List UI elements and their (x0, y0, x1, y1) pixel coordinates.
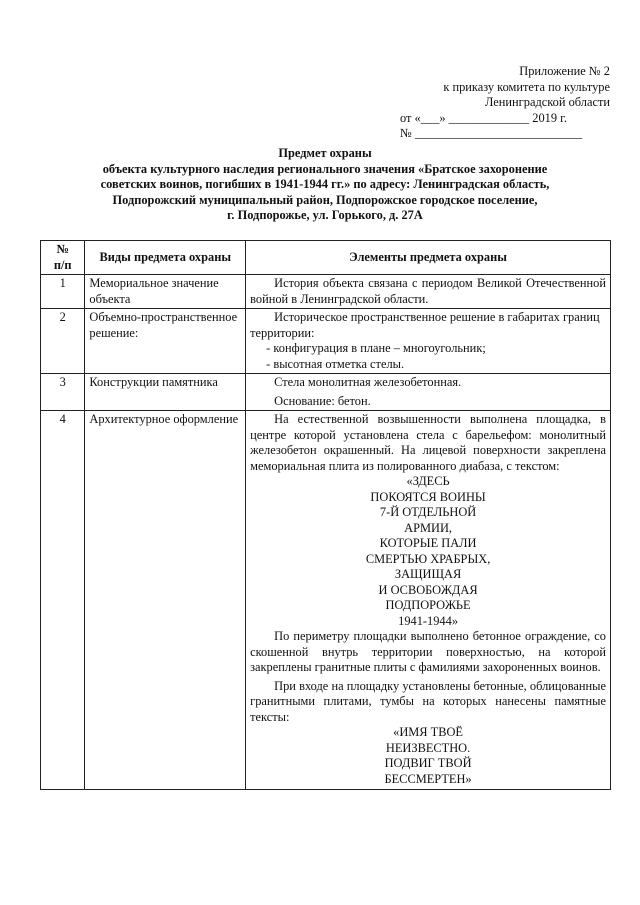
paragraph-2: По периметру площадки выполнено бетонное ограждение, со скошенной внутрь территории поверхностью, на которой закреплены гранитные плиты с фамилиями захороненных воинов. (250, 629, 606, 674)
title-line-3: советских воинов, погибших в 1941-1944 гг.» по адресу: Ленинградская область, (100, 177, 550, 191)
table-header-row (41, 241, 611, 275)
title-line-4: Подпорожский муниципальный район, Подпорожское городское поселение, (112, 192, 538, 207)
paragraph-1: На естественной возвышенности выполнена площадка, в центре которой установлена стела с барельефом: монолитный железобетон окрашенный. На лицевой поверхности закреплена мемориальная плита из полированного диабаза, с текстом: (250, 412, 606, 473)
row-type: Конструкции памятника (85, 374, 246, 411)
row-number: 4 (41, 411, 85, 790)
annex-date: от «___» _____________ 2019 г. (400, 110, 567, 125)
row-type: Мемориальное значение объекта (85, 275, 246, 309)
table-row (41, 374, 611, 411)
inscription-2: «ИМЯ ТВОЁ НЕИЗВЕСТНО. ПОДВИГ ТВОЙ БЕССМЕРТЕН» (384, 725, 472, 786)
header-elements: Элементы предмета охраны (246, 241, 611, 275)
row-elements (246, 411, 611, 790)
annex-header (400, 64, 610, 142)
document-title (40, 146, 610, 224)
row-elements: Стела монолитная железобетонная. Основание: бетон. (246, 374, 611, 411)
annex-order-ref: к приказу комитета по культуре (443, 79, 610, 94)
title-line-2: объекта культурного наследия регионального значения «Братское захоронение (102, 161, 548, 176)
header-number: № п/п (41, 241, 85, 275)
paragraph-3: При входе на площадку установлены бетонные, облицованные гранитными плитами, тумбы на которых нанесены памятные тексты: (250, 678, 606, 724)
table-row (41, 275, 611, 309)
annex-region: Ленинградской области (484, 95, 610, 109)
header-types: Виды предмета охраны (85, 241, 246, 275)
row-elements: Историческое пространственное решение в габаритах границ территории: - конфигурация в плане – многоугольник; - высотная отметка стелы. (246, 309, 611, 374)
annex-number-line: № ___________________________ (400, 126, 583, 140)
protection-table (40, 240, 611, 790)
table-row (41, 411, 611, 790)
row-number: 1 (41, 275, 85, 309)
annex-number: Приложение № 2 (519, 64, 610, 78)
row-type: Объемно-пространственное решение: (85, 309, 246, 374)
inscription-1: «ЗДЕСЬ ПОКОЯТСЯ ВОИНЫ 7-Й ОТДЕЛЬНОЙ АРМИИ, КОТОРЫЕ ПАЛИ СМЕРТЬЮ ХРАБРЫХ, ЗАЩИЩАЯ И ОСВОБОЖДАЯ ПОДПОРОЖЬЕ 1941-1944» (365, 474, 491, 628)
row-elements: История объекта связана с периодом Великой Отечественной войной в Ленинградской области. (246, 275, 611, 309)
table-row (41, 309, 611, 374)
title-line-5: г. Подпорожье, ул. Горького, д. 27А (227, 208, 423, 222)
row-number: 3 (41, 374, 85, 411)
row-number: 2 (41, 309, 85, 374)
title-line-1: Предмет охраны (278, 146, 372, 160)
row-type: Архитектурное оформление (85, 411, 246, 790)
